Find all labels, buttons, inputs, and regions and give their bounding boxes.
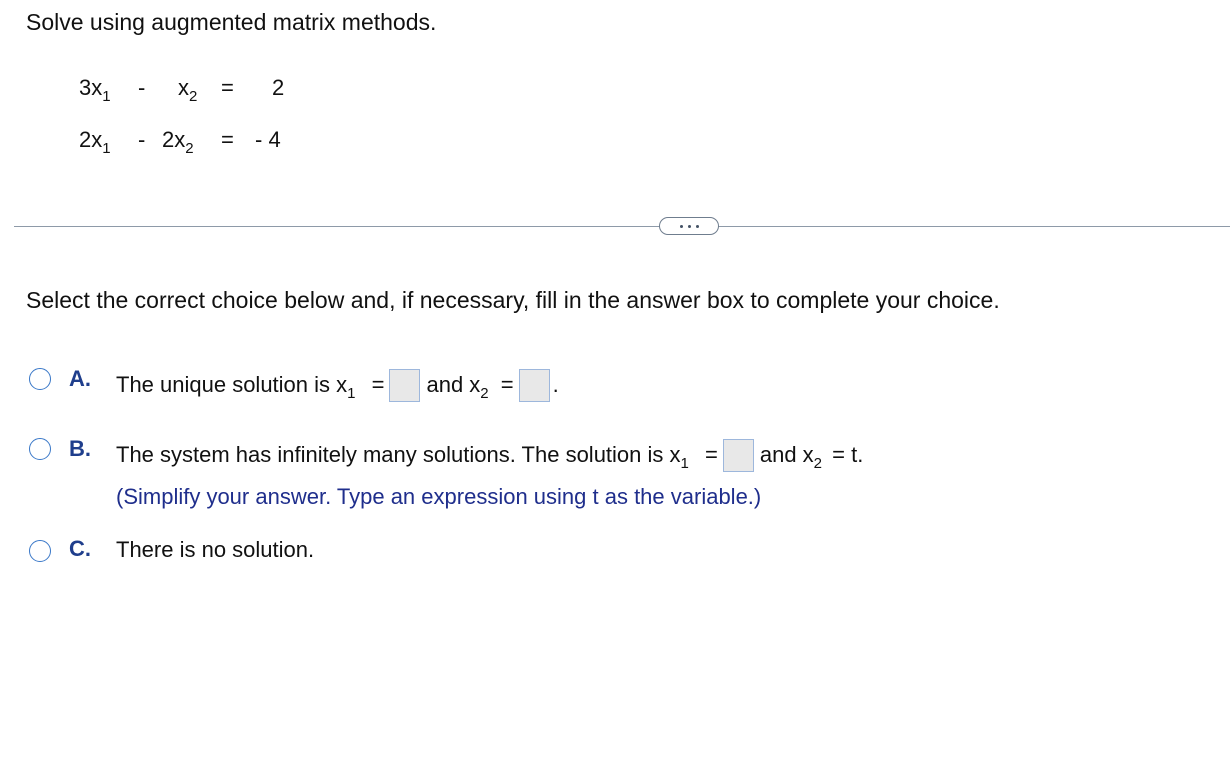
choice-b-letter: B. — [69, 436, 91, 461]
more-dot-icon — [696, 225, 699, 228]
choice-c-letter: C. — [69, 536, 91, 561]
eq1-term2: $x_2$ — [178, 75, 198, 105]
choice-b-text — [116, 439, 863, 472]
eq2-rhs: - 4 — [255, 127, 281, 152]
instruction-text: Select the correct choice below and, if necessary, fill in the answer box to complete your choice. — [26, 287, 1000, 313]
choice-b-radio[interactable] — [29, 438, 51, 460]
choice-a-letter: A. — [69, 366, 91, 391]
eq2-operator: - — [138, 127, 146, 152]
choice-b-sub2: 2 — [813, 455, 823, 472]
choice-a-equals-2: = — [500, 372, 514, 397]
choice-b-sub1: 1 — [680, 455, 689, 472]
x2-answer-box[interactable] — [519, 369, 550, 402]
choice-a-period: . — [552, 372, 559, 397]
more-dot-icon — [680, 225, 683, 228]
eq1-equals: = — [221, 75, 234, 100]
eq2-equals: = — [221, 127, 234, 152]
problem-prompt: Solve using augmented matrix methods. — [26, 9, 437, 35]
choice-c-text: There is no solution. — [116, 537, 315, 562]
choice-a-equals-1: = — [371, 372, 385, 397]
more-dot-icon — [688, 225, 691, 228]
eq1-rhs: 2 — [272, 75, 285, 100]
x1-expression-box[interactable] — [723, 439, 754, 472]
choice-a-text-part2: and x — [426, 372, 481, 397]
choice-a-sub2: 2 — [480, 385, 489, 402]
answer-hint: (Simplify your answer. Type an expression using t as the variable.) — [116, 484, 762, 509]
eq2-term2: $2x_2$ — [162, 127, 194, 157]
section-divider — [14, 226, 1230, 227]
show-more-button[interactable] — [659, 217, 719, 235]
choice-a-text — [116, 369, 559, 402]
choice-b-text-part1: The system has infinitely many solutions. The solution is x — [116, 442, 681, 467]
choice-b-tail: = t. — [832, 442, 864, 467]
eq2-term1: $2x_1$ — [79, 127, 111, 157]
choice-a-text-part1: The unique solution is x — [116, 372, 348, 397]
eq1-operator: - — [138, 75, 146, 100]
choice-b-equals: = — [704, 442, 718, 467]
choice-a-sub1: 1 — [347, 385, 356, 402]
choice-b-text-part2: and x — [759, 442, 814, 467]
eq1-term1: $3x_1$ — [79, 75, 111, 105]
x1-answer-box[interactable] — [389, 369, 420, 402]
choice-c-radio[interactable] — [29, 540, 51, 562]
choice-a-radio[interactable] — [29, 368, 51, 390]
